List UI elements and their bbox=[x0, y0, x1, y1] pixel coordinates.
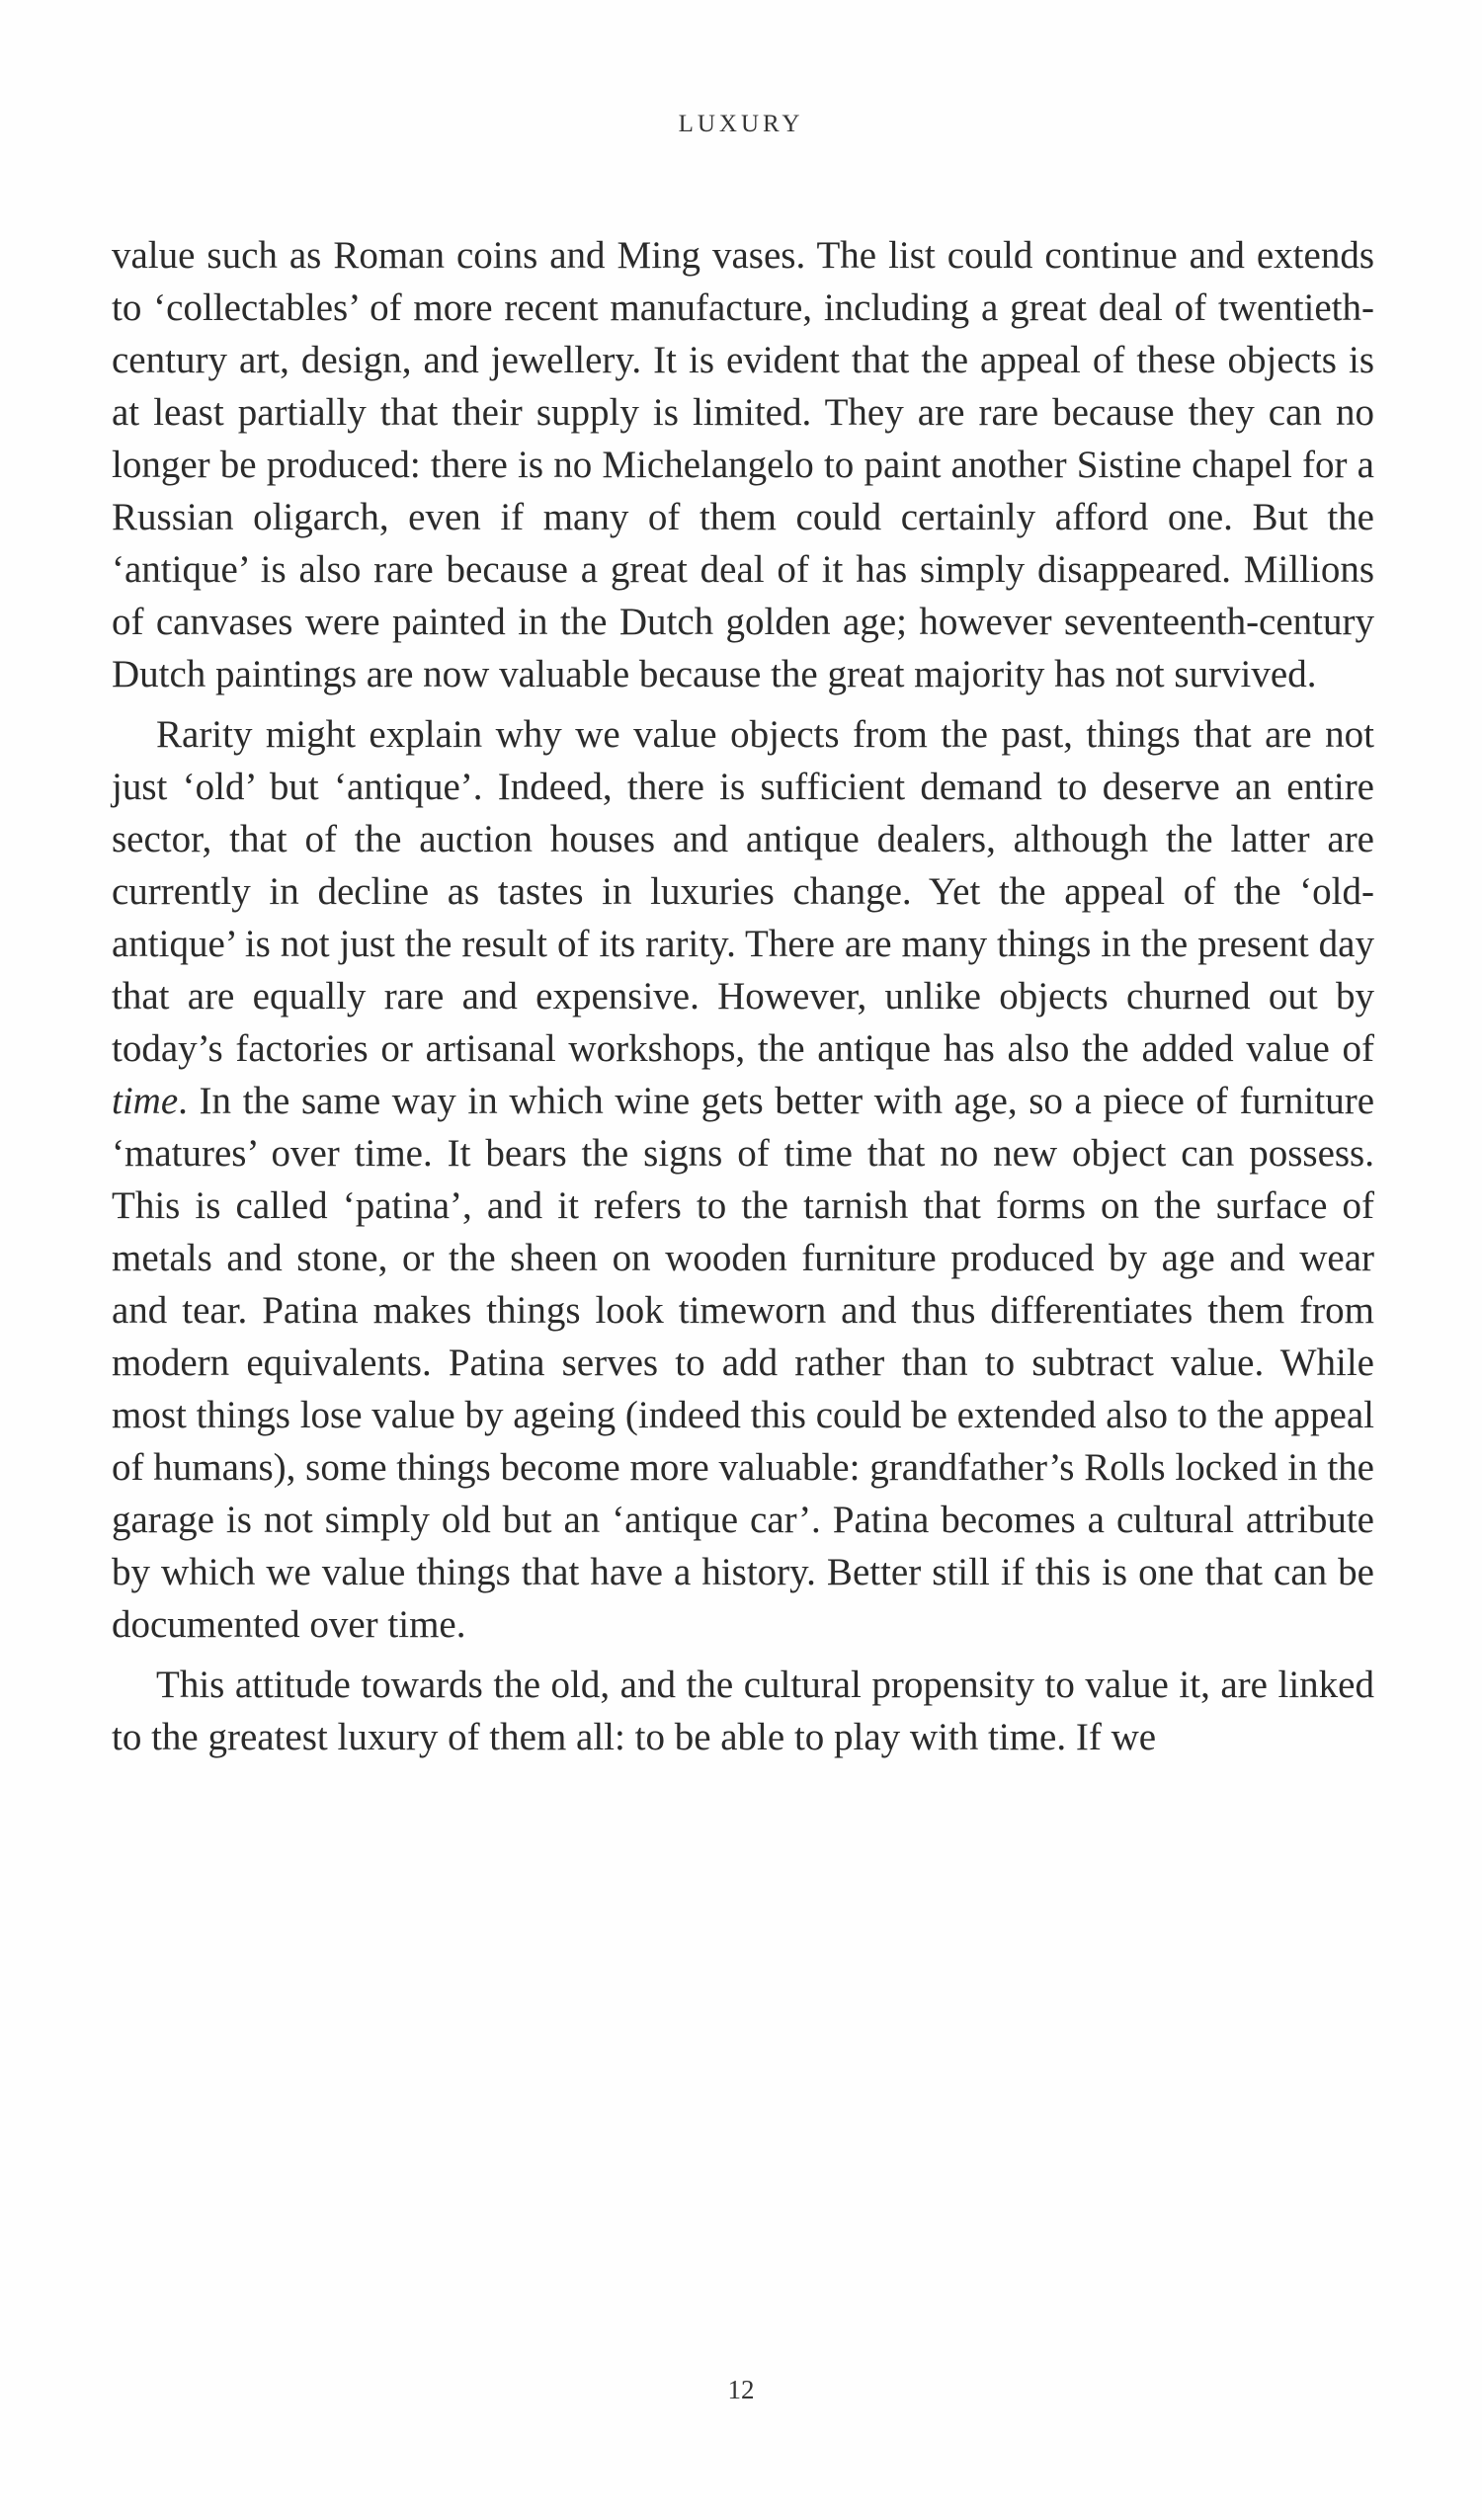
paragraph-1-text: value such as Roman coins and Ming vases. The list could continue and extends to ‘collectables’ of more recent manufacture, including a great deal of twentieth-century art, design, and jewellery. It is evident that the appeal of these objects is at least partially that their supply is limited. They are rare because they can no longer be produced: there is no Michelangelo to paint another Sistine chapel for a Russian oligarch, even if many of them could certainly afford one. But the ‘antique’ is also rare because a great deal of it has simply disappeared. Millions of canvases were painted in the Dutch golden age; however seventeenth-century Dutch paintings are now valuable because the great majority has not survived. bbox=[112, 234, 1374, 695]
paragraph-2 bbox=[112, 708, 1374, 1651]
emphasis-time: time bbox=[112, 1080, 179, 1122]
paragraph-3-text: This attitude towards the old, and the cultural propensity to value it, are linked to the greatest luxury of them all: to be able to play with time. If we bbox=[112, 1664, 1374, 1758]
paragraph-2-text-end: . In the same way in which wine gets better with age, so a piece of furniture ‘matures’ over time. It bears the signs of time that no new object can possess. This is called ‘patina’, and it refers to the tarnish that forms on the surface of metals and stone, or the sheen on wooden furniture produced by age and wear and tear. Patina makes things look timeworn and thus differentiates them from modern equivalents. Patina serves to add rather than to subtract value. While most things lose value by ageing (indeed this could be extended also to the appeal of humans), some things become more valuable: grandfather’s Rolls locked in the garage is not simply old but an ‘antique car’. Patina becomes a cultural attribute by which we value things that have a history. Better still if this is one that can be documented over time. bbox=[112, 1080, 1375, 1646]
page-number: 12 bbox=[727, 2375, 755, 2404]
paragraph-2-text-start: Rarity might explain why we value objects from the past, things that are not just ‘old’ but ‘antique’. Indeed, there is sufficient demand to deserve an entire sector, that of the auction houses and antique dealers, although the latter are currently in decline as tastes in luxuries change. Yet the appeal of the ‘old-antique’ is not just the result of its rarity. There are many things in the present day that are equally rare and expensive. However, unlike objects churned out by today’s factories or artisanal workshops, the antique has also the added value of bbox=[112, 713, 1374, 1070]
running-head: LUXURY bbox=[678, 111, 804, 137]
paragraph-1 bbox=[112, 229, 1374, 700]
paragraph-3 bbox=[112, 1659, 1374, 1763]
body-text bbox=[112, 229, 1374, 1763]
